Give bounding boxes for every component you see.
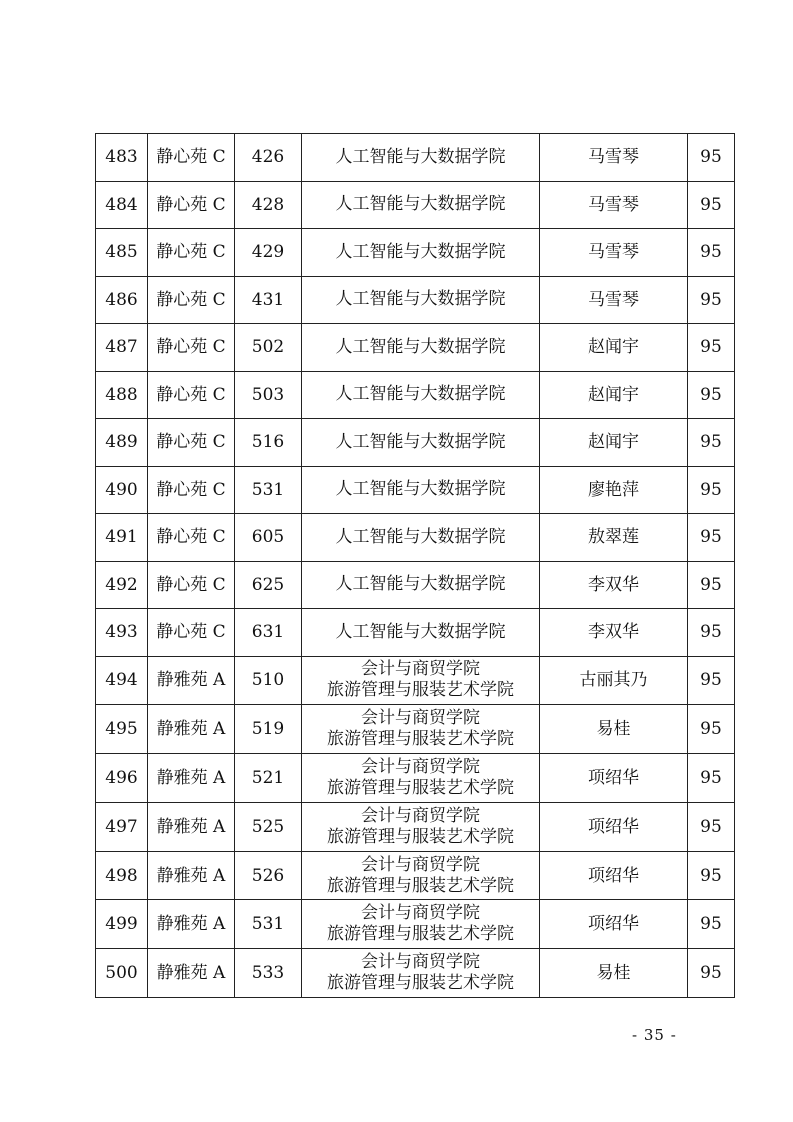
- college-name: 人工智能与大数据学院: [335, 194, 506, 215]
- college-cell: [302, 324, 540, 372]
- table-row: [96, 134, 735, 182]
- table-row: [96, 371, 735, 419]
- building-cell: 静心苑 C: [148, 276, 235, 324]
- table-row: [96, 561, 735, 609]
- table-row: [96, 656, 735, 705]
- row-number-cell: 489: [96, 419, 148, 467]
- person-cell: 敖翠莲: [540, 514, 688, 562]
- row-number-cell: 487: [96, 324, 148, 372]
- score-cell: 95: [688, 609, 735, 657]
- room-cell: 533: [235, 949, 302, 998]
- building-cell: 静雅苑 A: [148, 705, 235, 754]
- college-name: 会计与商贸学院: [361, 854, 480, 875]
- college-cell: [302, 949, 540, 998]
- row-number-cell: 496: [96, 754, 148, 803]
- table-row: [96, 754, 735, 803]
- college-cell: [302, 609, 540, 657]
- row-number-cell: 485: [96, 229, 148, 277]
- college-cell: [302, 514, 540, 562]
- college-name: 旅游管理与服装艺术学院: [327, 777, 514, 798]
- college-name: 人工智能与大数据学院: [335, 431, 506, 452]
- room-cell: 426: [235, 134, 302, 182]
- row-number-cell: 493: [96, 609, 148, 657]
- room-cell: 531: [235, 900, 302, 949]
- college-name: 人工智能与大数据学院: [335, 574, 506, 595]
- table-row: [96, 802, 735, 851]
- college-name: 人工智能与大数据学院: [335, 289, 506, 310]
- person-cell: 李双华: [540, 561, 688, 609]
- college-cell: [302, 802, 540, 851]
- college-name: 旅游管理与服装艺术学院: [327, 875, 514, 896]
- building-cell: 静心苑 C: [148, 419, 235, 467]
- college-cell: [302, 754, 540, 803]
- college-cell: [302, 229, 540, 277]
- college-cell: [302, 900, 540, 949]
- score-cell: 95: [688, 371, 735, 419]
- college-name: 人工智能与大数据学院: [335, 479, 506, 500]
- college-cell: [302, 656, 540, 705]
- score-cell: 95: [688, 229, 735, 277]
- building-cell: 静心苑 C: [148, 134, 235, 182]
- score-cell: 95: [688, 851, 735, 900]
- person-cell: 李双华: [540, 609, 688, 657]
- room-cell: 519: [235, 705, 302, 754]
- college-name: 人工智能与大数据学院: [335, 146, 506, 167]
- person-cell: 廖艳萍: [540, 466, 688, 514]
- row-number-cell: 484: [96, 181, 148, 229]
- score-cell: 95: [688, 276, 735, 324]
- table-row: [96, 419, 735, 467]
- room-cell: 631: [235, 609, 302, 657]
- college-name: 人工智能与大数据学院: [335, 241, 506, 262]
- building-cell: 静雅苑 A: [148, 802, 235, 851]
- building-cell: 静心苑 C: [148, 324, 235, 372]
- row-number-cell: 495: [96, 705, 148, 754]
- person-cell: 项绍华: [540, 851, 688, 900]
- person-cell: 易桂: [540, 949, 688, 998]
- table-row: [96, 466, 735, 514]
- college-name: 会计与商贸学院: [361, 952, 480, 973]
- table-row: [96, 324, 735, 372]
- building-cell: 静心苑 C: [148, 561, 235, 609]
- college-name: 会计与商贸学院: [361, 659, 480, 680]
- table-row: [96, 514, 735, 562]
- college-cell: [302, 851, 540, 900]
- score-cell: 95: [688, 949, 735, 998]
- college-cell: [302, 181, 540, 229]
- table-body: [96, 134, 735, 998]
- room-cell: 510: [235, 656, 302, 705]
- score-cell: 95: [688, 419, 735, 467]
- person-cell: 项绍华: [540, 900, 688, 949]
- building-cell: 静雅苑 A: [148, 656, 235, 705]
- college-cell: [302, 134, 540, 182]
- score-cell: 95: [688, 561, 735, 609]
- person-cell: 项绍华: [540, 754, 688, 803]
- table-row: [96, 949, 735, 998]
- college-name: 人工智能与大数据学院: [335, 336, 506, 357]
- college-name: 人工智能与大数据学院: [335, 526, 506, 547]
- college-name: 会计与商贸学院: [361, 756, 480, 777]
- page-number: - 35 -: [632, 1026, 677, 1044]
- building-cell: 静心苑 C: [148, 181, 235, 229]
- building-cell: 静心苑 C: [148, 229, 235, 277]
- college-name: 人工智能与大数据学院: [335, 384, 506, 405]
- college-name: 旅游管理与服装艺术学院: [327, 826, 514, 847]
- college-name: 人工智能与大数据学院: [335, 621, 506, 642]
- room-cell: 428: [235, 181, 302, 229]
- room-cell: 526: [235, 851, 302, 900]
- row-number-cell: 490: [96, 466, 148, 514]
- row-number-cell: 497: [96, 802, 148, 851]
- row-number-cell: 486: [96, 276, 148, 324]
- room-cell: 516: [235, 419, 302, 467]
- room-cell: 521: [235, 754, 302, 803]
- building-cell: 静心苑 C: [148, 371, 235, 419]
- row-number-cell: 491: [96, 514, 148, 562]
- college-cell: [302, 419, 540, 467]
- person-cell: 马雪琴: [540, 181, 688, 229]
- score-cell: 95: [688, 466, 735, 514]
- building-cell: 静雅苑 A: [148, 851, 235, 900]
- person-cell: 赵闻宇: [540, 419, 688, 467]
- table-row: [96, 705, 735, 754]
- row-number-cell: 500: [96, 949, 148, 998]
- person-cell: 赵闻宇: [540, 371, 688, 419]
- score-cell: 95: [688, 134, 735, 182]
- building-cell: 静雅苑 A: [148, 754, 235, 803]
- building-cell: 静雅苑 A: [148, 949, 235, 998]
- row-number-cell: 492: [96, 561, 148, 609]
- person-cell: 马雪琴: [540, 134, 688, 182]
- building-cell: 静心苑 C: [148, 609, 235, 657]
- college-cell: [302, 371, 540, 419]
- person-cell: 项绍华: [540, 802, 688, 851]
- room-cell: 625: [235, 561, 302, 609]
- building-cell: 静雅苑 A: [148, 900, 235, 949]
- room-cell: 502: [235, 324, 302, 372]
- table-row: [96, 609, 735, 657]
- college-cell: [302, 466, 540, 514]
- building-cell: 静心苑 C: [148, 514, 235, 562]
- score-cell: 95: [688, 802, 735, 851]
- row-number-cell: 494: [96, 656, 148, 705]
- room-cell: 525: [235, 802, 302, 851]
- row-number-cell: 483: [96, 134, 148, 182]
- score-cell: 95: [688, 754, 735, 803]
- score-cell: 95: [688, 705, 735, 754]
- table-row: [96, 276, 735, 324]
- table-row: [96, 181, 735, 229]
- score-cell: 95: [688, 900, 735, 949]
- row-number-cell: 499: [96, 900, 148, 949]
- room-cell: 429: [235, 229, 302, 277]
- table-row: [96, 851, 735, 900]
- college-name: 会计与商贸学院: [361, 903, 480, 924]
- table-row: [96, 229, 735, 277]
- college-name: 旅游管理与服装艺术学院: [327, 924, 514, 945]
- score-cell: 95: [688, 656, 735, 705]
- score-cell: 95: [688, 324, 735, 372]
- college-name: 会计与商贸学院: [361, 805, 480, 826]
- college-cell: [302, 276, 540, 324]
- person-cell: 马雪琴: [540, 276, 688, 324]
- building-cell: 静心苑 C: [148, 466, 235, 514]
- room-cell: 605: [235, 514, 302, 562]
- person-cell: 马雪琴: [540, 229, 688, 277]
- college-name: 旅游管理与服装艺术学院: [327, 729, 514, 750]
- college-cell: [302, 705, 540, 754]
- table-row: [96, 900, 735, 949]
- room-cell: 531: [235, 466, 302, 514]
- college-name: 会计与商贸学院: [361, 708, 480, 729]
- person-cell: 赵闻宇: [540, 324, 688, 372]
- score-cell: 95: [688, 181, 735, 229]
- college-name: 旅游管理与服装艺术学院: [327, 973, 514, 994]
- college-name: 旅游管理与服装艺术学院: [327, 680, 514, 701]
- college-cell: [302, 561, 540, 609]
- row-number-cell: 498: [96, 851, 148, 900]
- row-number-cell: 488: [96, 371, 148, 419]
- room-cell: 503: [235, 371, 302, 419]
- room-cell: 431: [235, 276, 302, 324]
- score-cell: 95: [688, 514, 735, 562]
- person-cell: 易桂: [540, 705, 688, 754]
- dormitory-score-table: [95, 133, 735, 998]
- person-cell: 古丽其乃: [540, 656, 688, 705]
